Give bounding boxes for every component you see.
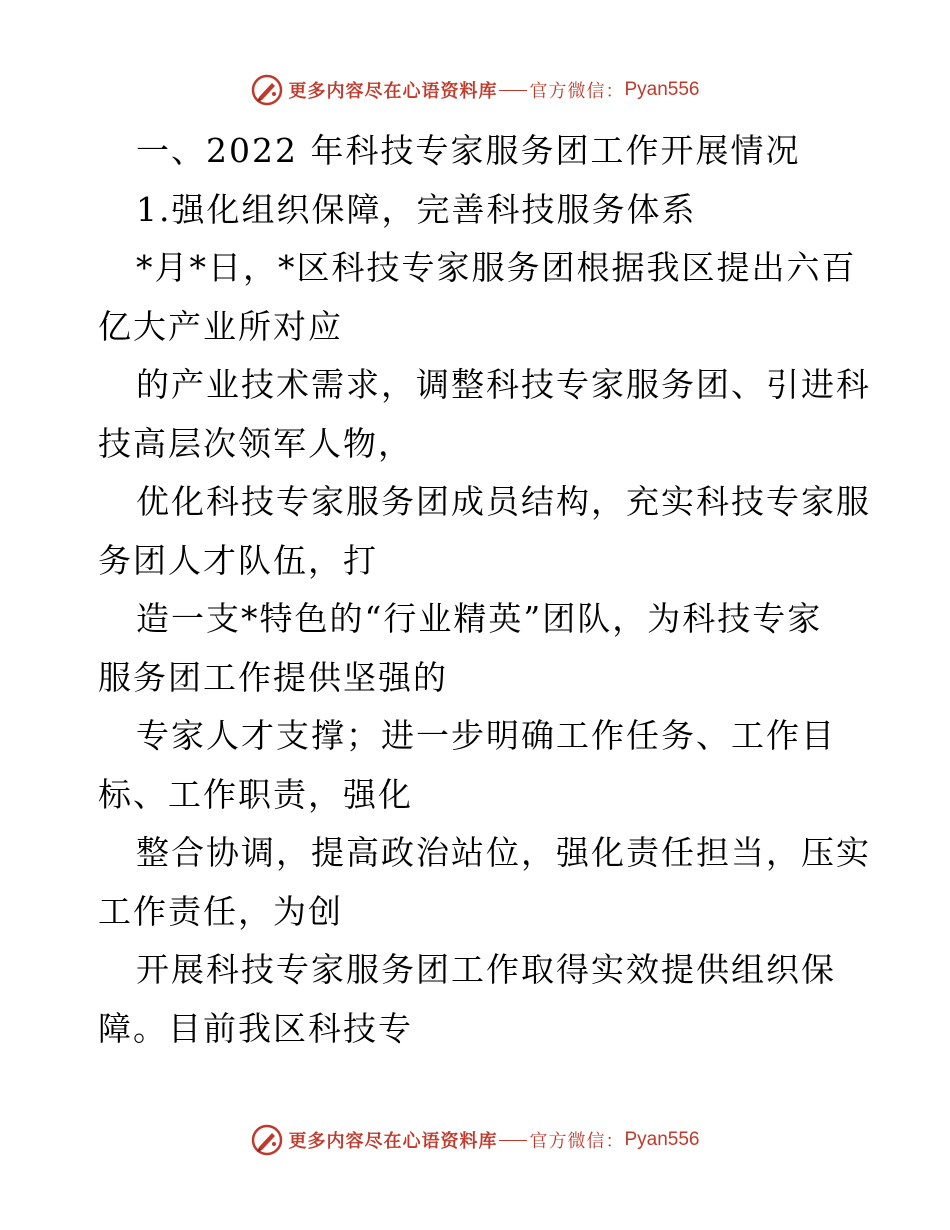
footer-banner <box>0 1120 950 1160</box>
header-banner-separator <box>499 90 527 91</box>
pen-logo-icon <box>250 1123 284 1157</box>
header-wechat-label: 官方微信： <box>529 81 625 102</box>
paragraph-line: 亿大产业所对应 <box>98 306 343 346</box>
paragraph-line: 整合协调，提高政治站位，强化责任担当，压实 <box>136 833 871 872</box>
paragraph-line: 障。目前我区科技专 <box>98 1008 413 1048</box>
footer-wechat-id: Pyan556 <box>624 1129 700 1150</box>
footer-banner-text: 更多内容尽在心语资料库 <box>288 1131 498 1152</box>
footer-wechat-label: 官方微信： <box>529 1131 625 1152</box>
header-banner-text: 更多内容尽在心语资料库 <box>288 81 498 102</box>
paragraph-line: 标、工作职责，强化 <box>98 774 413 814</box>
document-body <box>98 122 871 1058</box>
header-banner <box>0 70 950 110</box>
paragraph-line: 优化科技专家服务团成员结构，充实科技专家服 <box>136 482 871 521</box>
header-wechat-id: Pyan556 <box>624 79 700 100</box>
section-heading: 一、2022 年科技专家服务团工作开展情况 <box>136 131 801 170</box>
paragraph-line: 开展科技专家服务团工作取得实效提供组织保 <box>136 950 836 989</box>
paragraph-line: 工作责任，为创 <box>98 891 343 931</box>
pen-logo-icon <box>250 73 284 107</box>
paragraph-line: 技高层次领军人物， <box>98 423 413 463</box>
paragraph-line: 造一支*特色的“行业精英”团队，为科技专家 <box>136 599 823 638</box>
paragraph-line: *月*日，*区科技专家服务团根据我区提出六百 <box>136 248 857 287</box>
paragraph-line: 的产业技术需求，调整科技专家服务团、引进科 <box>136 365 871 404</box>
footer-banner-separator <box>499 1140 527 1141</box>
subsection-heading: 1.强化组织保障，完善科技服务体系 <box>136 189 697 229</box>
paragraph-line: 务团人才队伍，打 <box>98 540 378 580</box>
paragraph-line: 服务团工作提供坚强的 <box>98 657 448 697</box>
paragraph-line: 专家人才支撑；进一步明确工作任务、工作目 <box>136 716 836 755</box>
